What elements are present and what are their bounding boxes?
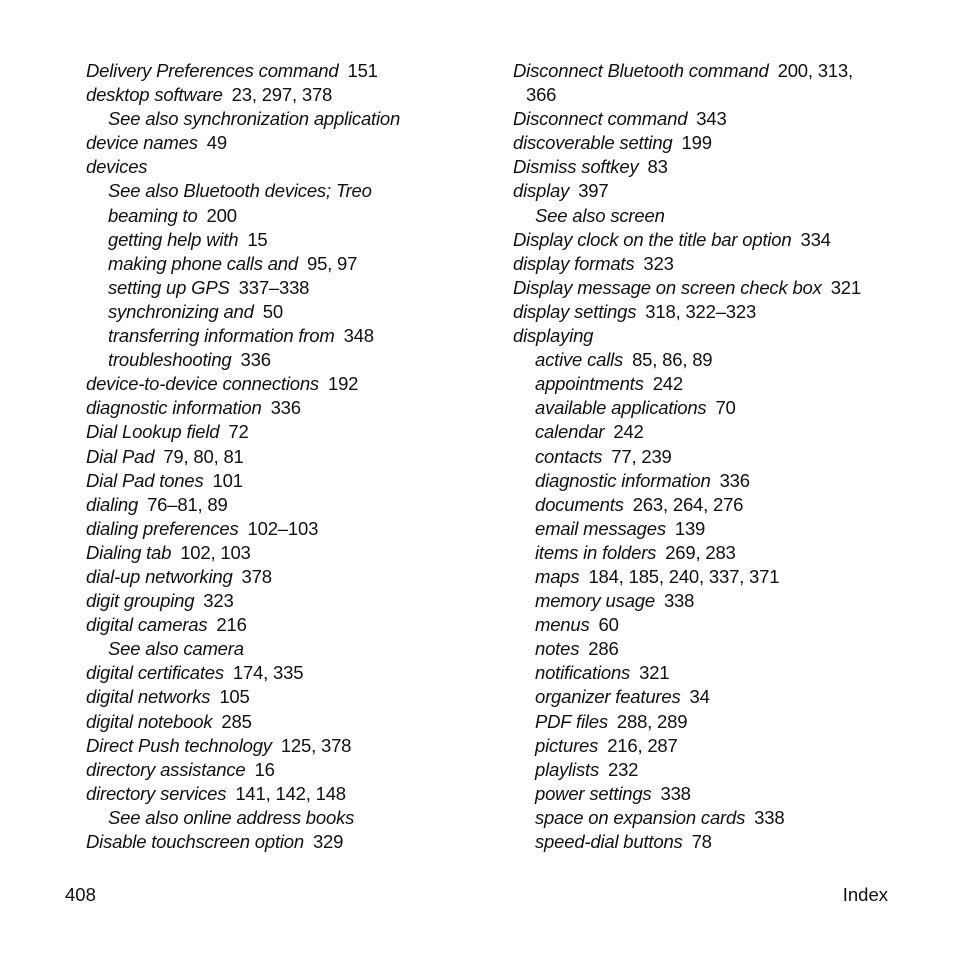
- index-entry: [513, 734, 893, 758]
- index-term: Dial Pad tones: [86, 469, 204, 491]
- index-entry: [86, 782, 486, 806]
- index-entry: [513, 179, 893, 203]
- index-entry: [513, 782, 893, 806]
- index-term: beaming to: [108, 204, 198, 226]
- index-page-refs: 102, 103: [180, 541, 251, 563]
- index-entry: [513, 348, 893, 372]
- index-entry: [513, 806, 893, 830]
- index-page-refs: 323: [203, 590, 234, 612]
- index-entry: [86, 734, 486, 758]
- index-entry: [513, 155, 893, 179]
- index-term: digital cameras: [86, 614, 208, 636]
- index-term: documents: [535, 493, 624, 515]
- index-term: transferring information from: [108, 325, 335, 347]
- index-term: dial-up networking: [86, 565, 233, 587]
- index-page-refs: 336: [719, 469, 750, 491]
- index-page-refs: 50: [262, 300, 283, 322]
- index-term: PDF files: [535, 710, 608, 732]
- index-term: desktop software: [86, 84, 223, 106]
- index-term: diagnostic information: [535, 469, 711, 491]
- index-term: speed-dial buttons: [535, 831, 683, 852]
- index-page-refs: 321: [830, 276, 861, 298]
- index-page-refs: 34: [689, 686, 710, 708]
- index-term: dialing: [86, 493, 139, 515]
- index-entry: [513, 372, 893, 396]
- index-entry: [86, 493, 486, 517]
- index-entry: [86, 179, 486, 203]
- index-term: See also online address books: [108, 806, 355, 828]
- index-entry: [86, 758, 486, 782]
- index-page-refs: 263, 264, 276: [632, 493, 744, 515]
- index-entry: [513, 300, 893, 324]
- index-entry: [86, 348, 486, 372]
- index-page-refs: 76–81, 89: [147, 493, 228, 515]
- index-term: digital certificates: [86, 662, 224, 684]
- index-entry: [86, 83, 486, 107]
- index-page-refs: 105: [219, 686, 250, 708]
- index-page-refs: 101: [212, 469, 243, 491]
- index-page-refs: 78: [691, 831, 712, 852]
- index-term: See also screen: [535, 204, 665, 226]
- index-term: getting help with: [108, 228, 239, 250]
- index-page-refs: 338: [663, 590, 695, 612]
- index-entry: [86, 517, 486, 541]
- index-term: Dismiss softkey: [513, 156, 639, 178]
- index-term: directory assistance: [86, 758, 246, 780]
- index-entry: [86, 59, 486, 83]
- index-entry: [513, 252, 893, 276]
- index-page-refs: 151: [347, 60, 378, 81]
- index-page-refs: 334: [800, 228, 831, 250]
- index-entry: [513, 493, 893, 517]
- index-term: displaying: [513, 325, 594, 347]
- index-term: See also camera: [108, 638, 244, 660]
- index-entry: [513, 661, 893, 685]
- index-page-refs: 70: [715, 397, 736, 419]
- index-entry: [86, 613, 486, 637]
- index-entry: [513, 276, 893, 300]
- index-entry: [513, 637, 893, 661]
- index-page-refs: 329: [312, 831, 344, 852]
- index-page-refs: 397: [578, 180, 609, 202]
- index-entry: [513, 131, 893, 155]
- page-number: 408: [65, 884, 96, 905]
- index-term: device-to-device connections: [86, 373, 319, 395]
- index-page-refs: 366: [526, 84, 557, 106]
- index-page-refs: 72: [228, 421, 249, 443]
- index-entry: [513, 565, 893, 589]
- index-page-refs: 288, 289: [616, 710, 688, 732]
- index-term: appointments: [535, 373, 644, 395]
- index-page-refs: 95, 97: [306, 252, 358, 274]
- index-page-refs: 378: [241, 565, 272, 587]
- index-term: discoverable setting: [513, 132, 673, 154]
- index-entry: [86, 541, 486, 565]
- index-term: space on expansion cards: [535, 806, 746, 828]
- index-entry: [86, 469, 486, 493]
- index-entry: [86, 445, 486, 469]
- index-term: memory usage: [535, 590, 655, 612]
- index-term: organizer features: [535, 686, 681, 708]
- index-entry: [86, 830, 486, 854]
- index-page-refs: 338: [660, 782, 691, 804]
- index-entry: [513, 83, 893, 107]
- index-term: Dial Pad: [86, 445, 155, 467]
- index-page-refs: 216, 287: [607, 734, 678, 756]
- index-entry: [513, 228, 893, 252]
- index-term: display settings: [513, 300, 637, 322]
- index-entry: [86, 131, 486, 155]
- index-entry: [86, 396, 486, 420]
- index-entry: [86, 806, 486, 830]
- index-page-refs: 321: [639, 662, 670, 684]
- section-title: Index: [842, 884, 888, 905]
- index-entry: [86, 420, 486, 444]
- index-entry: [86, 565, 486, 589]
- index-page-refs: 343: [696, 108, 727, 130]
- index-term: diagnostic information: [86, 397, 262, 419]
- index-term: maps: [535, 565, 580, 587]
- index-page-refs: 16: [254, 758, 275, 780]
- index-page-refs: 79, 80, 81: [163, 445, 244, 467]
- index-term: setting up GPS: [108, 276, 230, 298]
- index-term: Disable touchscreen option: [86, 831, 304, 852]
- index-entry: [513, 758, 893, 782]
- index-page-refs: 184, 185, 240, 337, 371: [588, 565, 780, 587]
- index-term: pictures: [535, 734, 599, 756]
- index-term: digital networks: [86, 686, 211, 708]
- index-term: notes: [535, 638, 580, 660]
- index-page-refs: 348: [343, 325, 374, 347]
- index-term: See also synchronization application: [108, 108, 401, 130]
- index-page-refs: 242: [613, 421, 644, 443]
- index-term: directory services: [86, 782, 227, 804]
- index-page-refs: 323: [643, 252, 674, 274]
- index-term: Display clock on the title bar option: [513, 228, 792, 250]
- index-page-refs: 83: [647, 156, 668, 178]
- index-term: making phone calls and: [108, 252, 298, 274]
- index-term: available applications: [535, 397, 707, 419]
- index-term: active calls: [535, 349, 624, 371]
- index-term: synchronizing and: [108, 300, 254, 322]
- index-entry: [513, 613, 893, 637]
- index-page-refs: 200: [206, 204, 237, 226]
- index-entry: [513, 469, 893, 493]
- index-entry: [86, 155, 486, 179]
- index-entry: [86, 710, 486, 734]
- index-entry: [86, 276, 486, 300]
- index-term: playlists: [535, 758, 599, 780]
- index-entry: [513, 107, 893, 131]
- index-term: Dialing tab: [86, 541, 172, 563]
- index-page-refs: 60: [598, 614, 619, 636]
- index-entry: [513, 830, 893, 854]
- index-entry: [86, 300, 486, 324]
- index-entry: [513, 541, 893, 565]
- index-page-refs: 102–103: [247, 517, 319, 539]
- index-page-refs: 85, 86, 89: [632, 349, 713, 371]
- index-page-refs: 199: [681, 132, 712, 154]
- index-entry: [86, 589, 486, 613]
- index-entry: [86, 637, 486, 661]
- index-term: menus: [535, 614, 590, 636]
- index-term: Display message on screen check box: [513, 276, 822, 298]
- index-page-refs: 336: [240, 349, 271, 371]
- index-term: Disconnect command: [513, 108, 688, 130]
- index-entry: [86, 324, 486, 348]
- index-entry: [513, 59, 893, 83]
- index-page-refs: 125, 378: [280, 734, 352, 756]
- index-page-refs: 338: [754, 806, 785, 828]
- index-page-refs: 269, 283: [665, 541, 736, 563]
- index-term: calendar: [535, 421, 605, 443]
- index-entry: [513, 396, 893, 420]
- index-entry: [513, 685, 893, 709]
- index-page-refs: 141, 142, 148: [235, 782, 346, 804]
- index-page-refs: 337–338: [238, 276, 310, 298]
- index-page-refs: 200, 313,: [777, 60, 853, 81]
- index-page-refs: 318, 322–323: [645, 300, 757, 322]
- index-entry: [513, 710, 893, 734]
- index-entry: [86, 107, 486, 131]
- index-entry: [86, 685, 486, 709]
- index-page-refs: 286: [588, 638, 619, 660]
- index-term: Dial Lookup field: [86, 421, 220, 443]
- index-entry: [513, 445, 893, 469]
- index-page-refs: 139: [674, 517, 706, 539]
- index-page-refs: 285: [221, 710, 252, 732]
- index-term: display formats: [513, 252, 635, 274]
- index-term: Delivery Preferences command: [86, 60, 339, 81]
- index-entry: [86, 204, 486, 228]
- index-term: device names: [86, 132, 198, 154]
- index-entry: [513, 517, 893, 541]
- index-term: digit grouping: [86, 590, 195, 612]
- index-term: See also Bluetooth devices; Treo: [108, 180, 372, 202]
- index-page-refs: 77, 239: [611, 445, 672, 467]
- index-entry: [513, 420, 893, 444]
- index-term: display: [513, 180, 570, 202]
- index-page-refs: 192: [327, 373, 359, 395]
- index-term: items in folders: [535, 541, 657, 563]
- index-term: contacts: [535, 445, 603, 467]
- index-entry: [513, 589, 893, 613]
- index-column-right: [513, 59, 893, 854]
- index-entry: [513, 204, 893, 228]
- index-term: notifications: [535, 662, 631, 684]
- index-entry: [513, 324, 893, 348]
- index-column-left: [86, 59, 486, 854]
- index-page-refs: 23, 297, 378: [231, 84, 333, 106]
- index-term: Direct Push technology: [86, 734, 272, 756]
- index-entry: [86, 661, 486, 685]
- index-term: digital notebook: [86, 710, 213, 732]
- index-page-refs: 232: [608, 758, 639, 780]
- index-page-refs: 174, 335: [232, 662, 304, 684]
- index-entry: [86, 372, 486, 396]
- index-page-refs: 242: [652, 373, 683, 395]
- index-page-refs: 15: [247, 228, 268, 250]
- index-term: Disconnect Bluetooth command: [513, 60, 769, 81]
- index-page-refs: 216: [216, 614, 247, 636]
- index-term: troubleshooting: [108, 349, 232, 371]
- index-page-refs: 49: [206, 132, 227, 154]
- index-page-refs: 336: [270, 397, 301, 419]
- index-term: power settings: [535, 782, 652, 804]
- index-entry: [86, 228, 486, 252]
- index-term: dialing preferences: [86, 517, 239, 539]
- index-term: devices: [86, 156, 148, 178]
- index-entry: [86, 252, 486, 276]
- index-term: email messages: [535, 517, 666, 539]
